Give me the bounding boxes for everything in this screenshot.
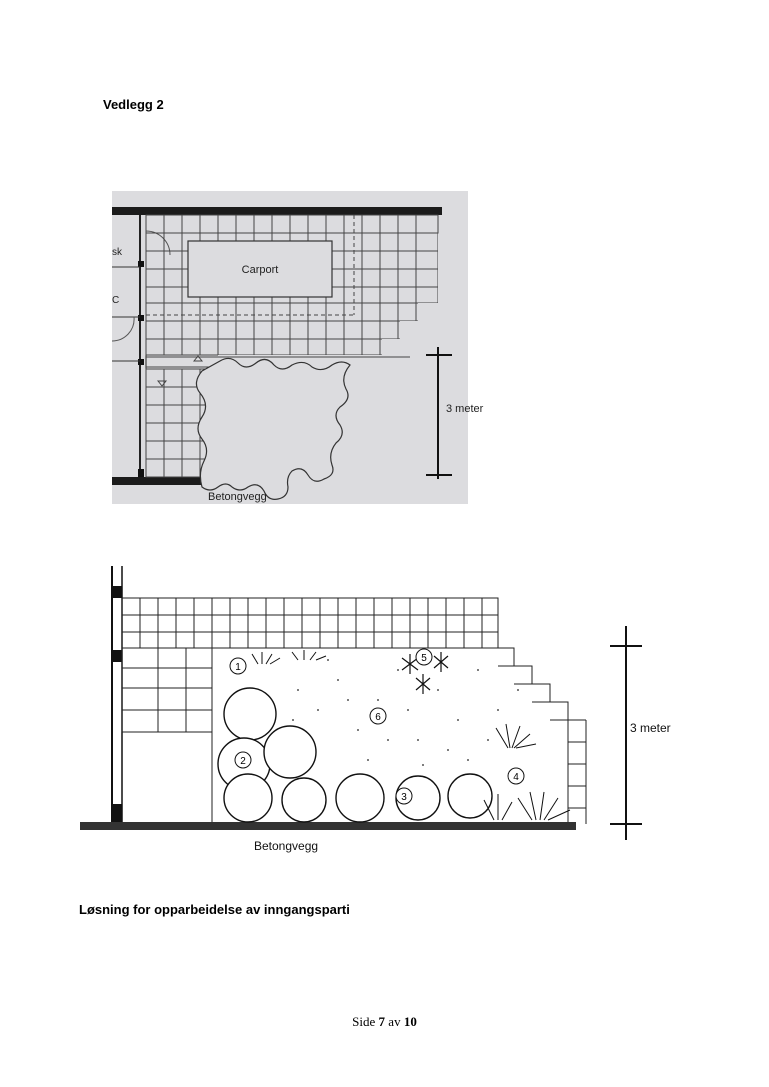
site-plan-photo (112, 191, 484, 504)
top-wall (112, 207, 442, 215)
wall-label: Betongvegg (208, 491, 267, 503)
concrete-wall (80, 822, 576, 830)
figure-caption: Løsning for opparbeidelse av inngangsparti (79, 902, 350, 917)
carport-label: Carport (241, 264, 279, 276)
plant-marker-1: 1 (235, 662, 241, 673)
page-number: 7 (378, 1014, 386, 1029)
planting-bed (196, 358, 350, 499)
page-total: 10 (403, 1014, 417, 1029)
ground-cover-dots (292, 659, 519, 766)
planting-plan-drawing (78, 560, 671, 860)
plant-marker-2: 2 (240, 756, 246, 767)
page-footer (0, 1014, 769, 1030)
dimension-label: 3 meter (630, 721, 671, 735)
plant-marker-4: 4 (513, 772, 519, 783)
planting-plan-svg (78, 560, 671, 860)
plant-marker-3: 3 (401, 792, 407, 803)
footer-prefix: Side (352, 1014, 376, 1029)
wall-label: Betongvegg (254, 839, 319, 853)
dimension-label: 3 meter (446, 403, 484, 415)
edge-label-sk: sk (112, 247, 122, 258)
site-plan-drawing (112, 191, 484, 504)
shrubs (218, 688, 492, 822)
plant-marker-5: 5 (421, 653, 427, 664)
appendix-heading: Vedlegg 2 (103, 97, 164, 112)
edge-label-c: C (112, 295, 120, 306)
footer-middle: av (388, 1014, 401, 1029)
plant-marker-6: 6 (375, 712, 381, 723)
